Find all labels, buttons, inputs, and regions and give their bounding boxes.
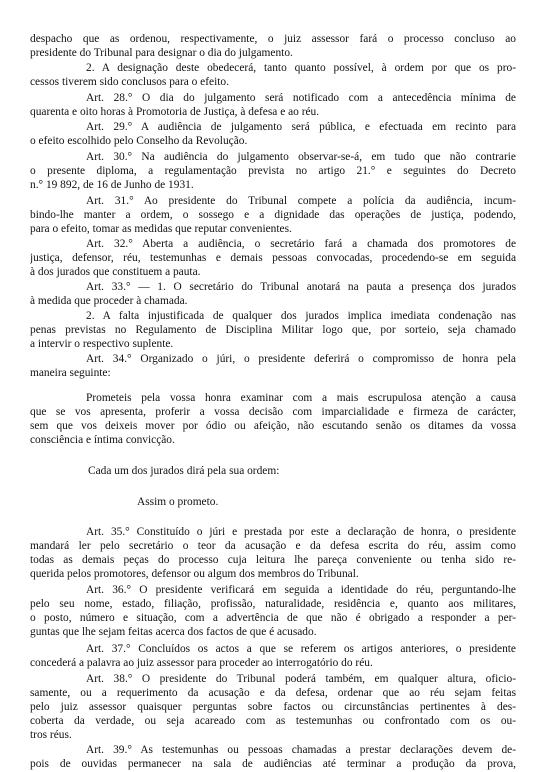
text-line: à dos jurados que constituem a pauta. (30, 266, 201, 278)
text-line: Art. 39.° As testemunhas ou pessoas chamadas a prestar declarações devem de- (86, 744, 516, 756)
text-line: n.° 19 892, de 16 de Junho de 1931. (30, 179, 194, 191)
text-line: justiça, defensor, réu, testemunhas e demais pessoas convocadas, procedendo-se em seguida (30, 252, 516, 264)
text-line: para o efeito, tomar as medidas que reputar convenientes. (30, 223, 292, 235)
text-line: Art. 33.° — 1. O secretário do Tribunal anotará na pauta a presença dos jurados (86, 281, 516, 293)
text-line: Art. 37.° Concluídos os actos a que se referem os artigos anteriores, o presidente (86, 643, 516, 655)
text-line: Art. 34.° Organizado o júri, o presidente deferirá o compromisso de honra pela (86, 353, 516, 365)
text-line: quarenta e oito horas à Promotoria de Justiça, à defesa e ao réu. (30, 106, 320, 118)
text-line: Art. 28.° O dia do julgamento será notificado com a antecedência mínima de (86, 92, 516, 104)
text-line: Assim o prometo. (137, 496, 219, 508)
text-line: o efeito escolhido pelo Conselho da Revolução. (30, 135, 248, 147)
text-line: todas as demais peças do processo cuja leitura lhe pareça conveniente ou tenha sido re- (30, 554, 516, 566)
text-line: penas previstas no Regulamento de Disciplina Militar logo que, por sorteio, seja chamado (30, 324, 516, 336)
text-line: Cada um dos jurados dirá pela sua ordem: (88, 465, 280, 477)
text-line: Art. 38.° O presidente do Tribunal poderá também, em qualquer altura, oficio- (86, 673, 516, 685)
text-line: Art. 29.° A audiência de julgamento será pública, e efectuada em recinto para (86, 121, 516, 133)
text-line: a intervir o respectivo suplente. (30, 338, 174, 350)
text-line: coberta da verdade, ou seja acareado com as testemunhas ou confrontado com os ou- (30, 715, 516, 727)
text-line: 2. A designação deste obedecerá, tanto quanto possível, à ordem por que os pro- (86, 62, 516, 74)
text-line: mandará ler pelo secretário o teor da acusação e da defesa escrita do réu, assim como (30, 540, 516, 552)
text-line: o presente diploma, a regulamentação prevista no artigo 21.° e seguintes do Decreto (30, 165, 516, 177)
text-line: samente, ou a requerimento da acusação e da defesa, ordenar que ao réu sejam feitas (30, 687, 516, 699)
text-line: cessos tiverem sido conclusos para o efeito. (30, 76, 229, 88)
text-line: presidente do Tribunal para designar o dia do julgamento. (30, 47, 293, 59)
text-line: despacho que as ordenou, respectivamente, o juiz assessor fará o processo concluso ao (30, 33, 516, 45)
text-line: Prometeis pela vossa honra examinar com a mais escrupulosa atenção a causa (86, 392, 516, 404)
text-line: Art. 36.° O presidente verificará em seguida a identidade do réu, perguntando-lhe (86, 584, 516, 596)
text-line: pois de ouvidas permanecer na sala de audiências até terminar a produção da prova, (30, 758, 516, 770)
text-line: tros réus. (30, 729, 72, 741)
text-line: pelo juiz assessor quaisquer perguntas sobre factos ou circunstâncias pertinentes à des- (30, 701, 516, 713)
text-line: bindo-lhe manter a ordem, o sossego e a dignidade das operações de justiça, podendo, (30, 209, 516, 221)
text-line: maneira seguinte: (30, 367, 111, 379)
text-line: guntas que lhe sejam feitas acerca dos factos de que é acusado. (30, 626, 317, 638)
text-line: Art. 30.° Na audiência do julgamento observar-se-á, em tudo que não contrarie (86, 151, 516, 163)
text-line: 2. A falta injustificada de qualquer dos jurados implica imediata condenação nas (86, 310, 516, 322)
text-line: Art. 35.° Constituído o júri e prestada por este a declaração de honra, o presidente (86, 526, 516, 538)
text-line: concederá a palavra ao juiz assessor para proceder ao interrogatório do réu. (30, 657, 373, 669)
text-line: pelo seu nome, estado, filiação, profissão, naturalidade, residência e, quanto aos militares, (30, 598, 516, 610)
text-line: que se vos apresenta, proferir a vossa decisão com imparcialidade e firmeza de carácter, (30, 406, 516, 418)
text-line: querida pelos promotores, defensor ou algum dos membros do Tribunal. (30, 568, 359, 580)
text-line: sem que vos deixeis mover por ódio ou afeição, não escutando senão os ditames da vossa (30, 420, 516, 432)
text-line: consciência e íntima convicção. (30, 434, 175, 446)
text-line: à medida que proceder à chamada. (30, 295, 188, 307)
text-line: Art. 31.° Ao presidente do Tribunal compete a polícia da audiência, incum- (86, 195, 516, 207)
text-line: o posto, número e situação, com a advertência de que não é obrigado a responder a per- (30, 612, 516, 624)
text-line: Art. 32.° Aberta a audiência, o secretário fará a chamada dos promotores de (86, 238, 516, 250)
